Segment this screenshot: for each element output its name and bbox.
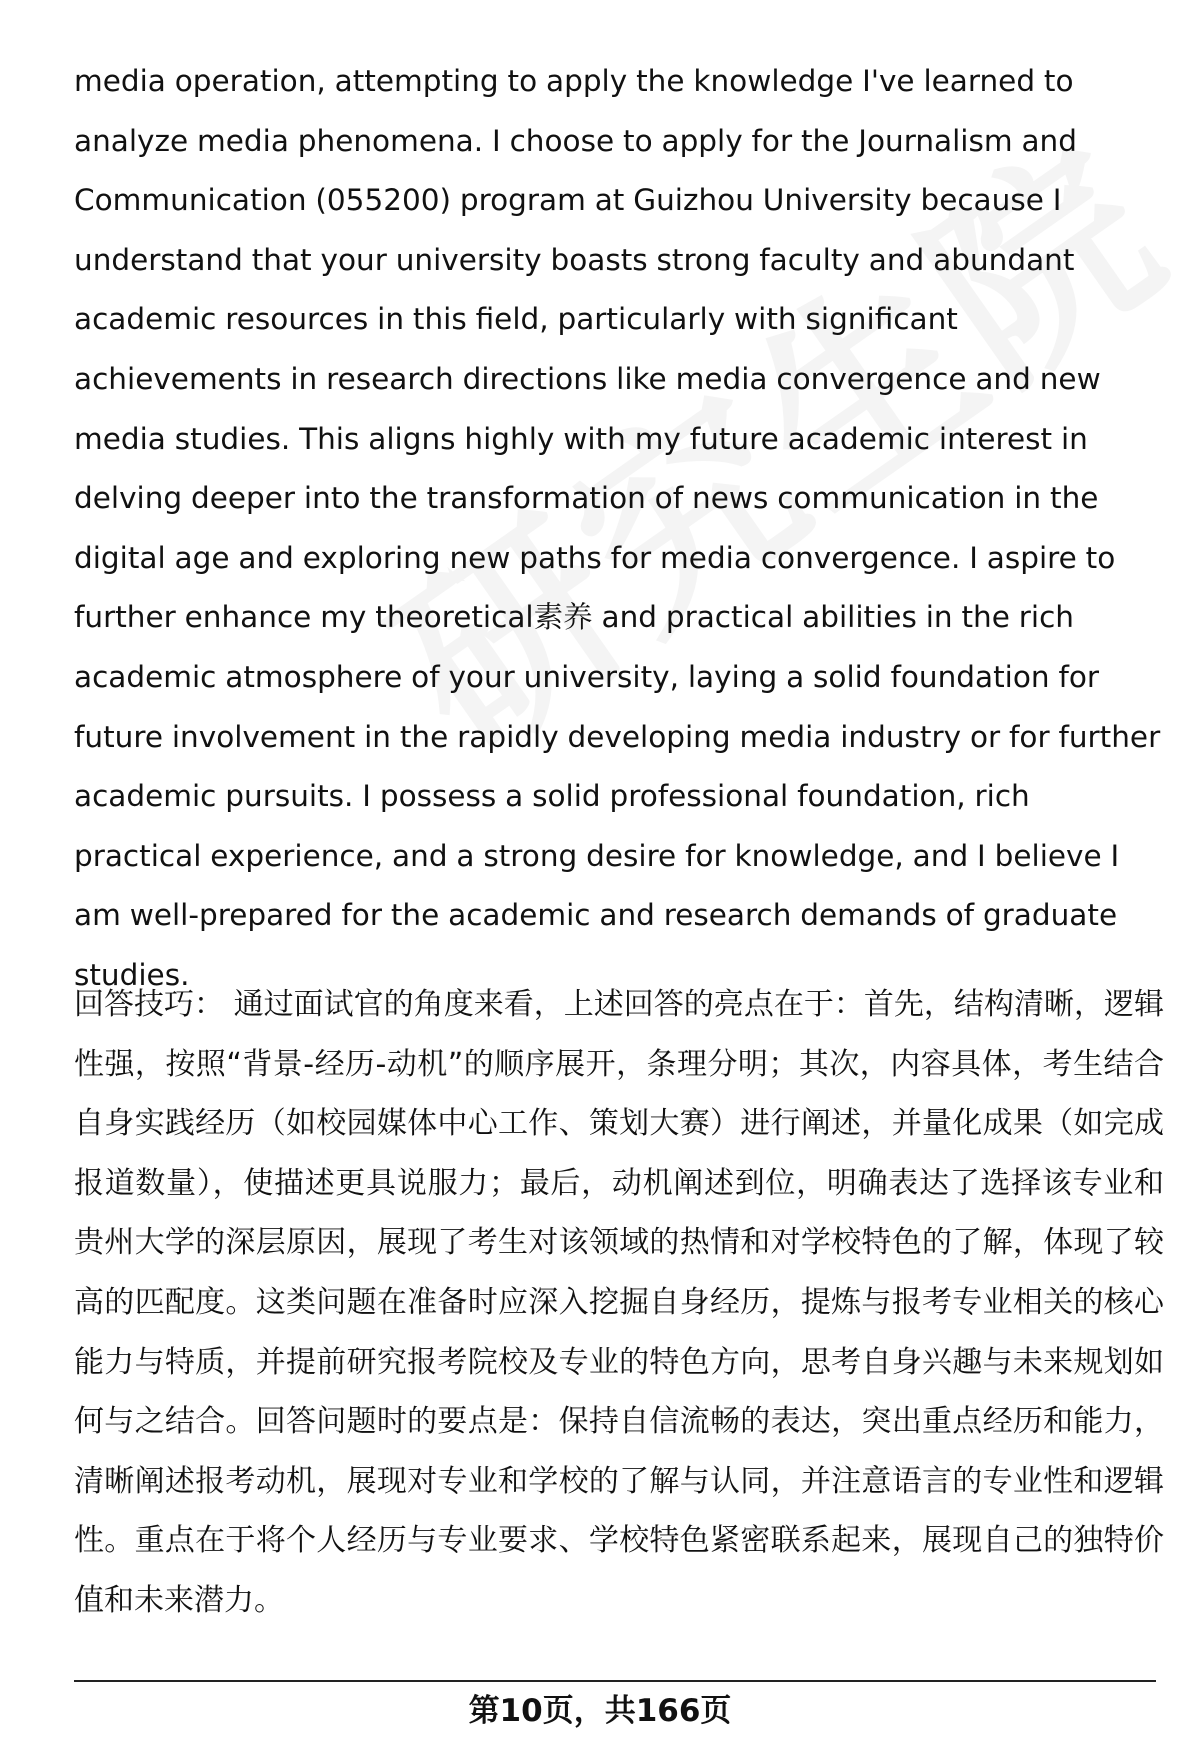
answer-paragraph: media operation, attempting to apply the knowledge I've learned to analyze media phenomena. I choose to apply for the Journalism and Communication (055200) program at Guizhou University because I understand that your university boasts strong faculty and abundant academic resources in this field, particularly with significant achievements in research directions like media convergence and new media studies. This aligns highly with my future academic interest in delving deeper into the transformation of news communication in the digital age and exploring new paths for media convergence. I aspire to further enhance my theoretical素养 and practical abilities in the rich academic atmosphere of your university, laying a solid foundation for future involvement in the rapidly developing media industry or for further academic pursuits. I possess a solid professional foundation, rich practical experience, and a strong desire for knowledge, and I believe I am well-prepared for the academic and research demands of graduate studies. bbox=[74, 64, 1161, 992]
footer-divider bbox=[74, 1680, 1156, 1682]
tips-paragraph: 回答技巧： 通过面试官的角度来看，上述回答的亮点在于：首先，结构清晰，逻辑性强，按照“背景-经历-动机”的顺序展开，条理分明；其次，内容具体，考生结合自身实践经历（如校园媒体中心工作、策划大赛）进行阐述，并量化成果（如完成报道数量），使描述更具说服力；最后，动机阐述到位，明确表达了选择该专业和贵州大学的深层原因，展现了考生对该领域的热情和对学校特色的了解，体现了较高的匹配度。这类问题在准备时应深入挖掘自身经历，提炼与报考专业相关的核心能力与特质，并提前研究报考院校及专业的特色方向，思考自身兴趣与未来规划如何与之结合。回答问题时的要点是：保持自信流畅的表达，突出重点经历和能力，清晰阐述报考动机，展现对专业和学校的了解与认同，并注意语言的专业性和逻辑性。重点在于将个人经历与专业要求、学校特色紧密联系起来，展现自己的独特价值和未来潜力。 bbox=[74, 987, 1164, 1618]
page-number: 第10页，共166页 bbox=[468, 1693, 732, 1729]
